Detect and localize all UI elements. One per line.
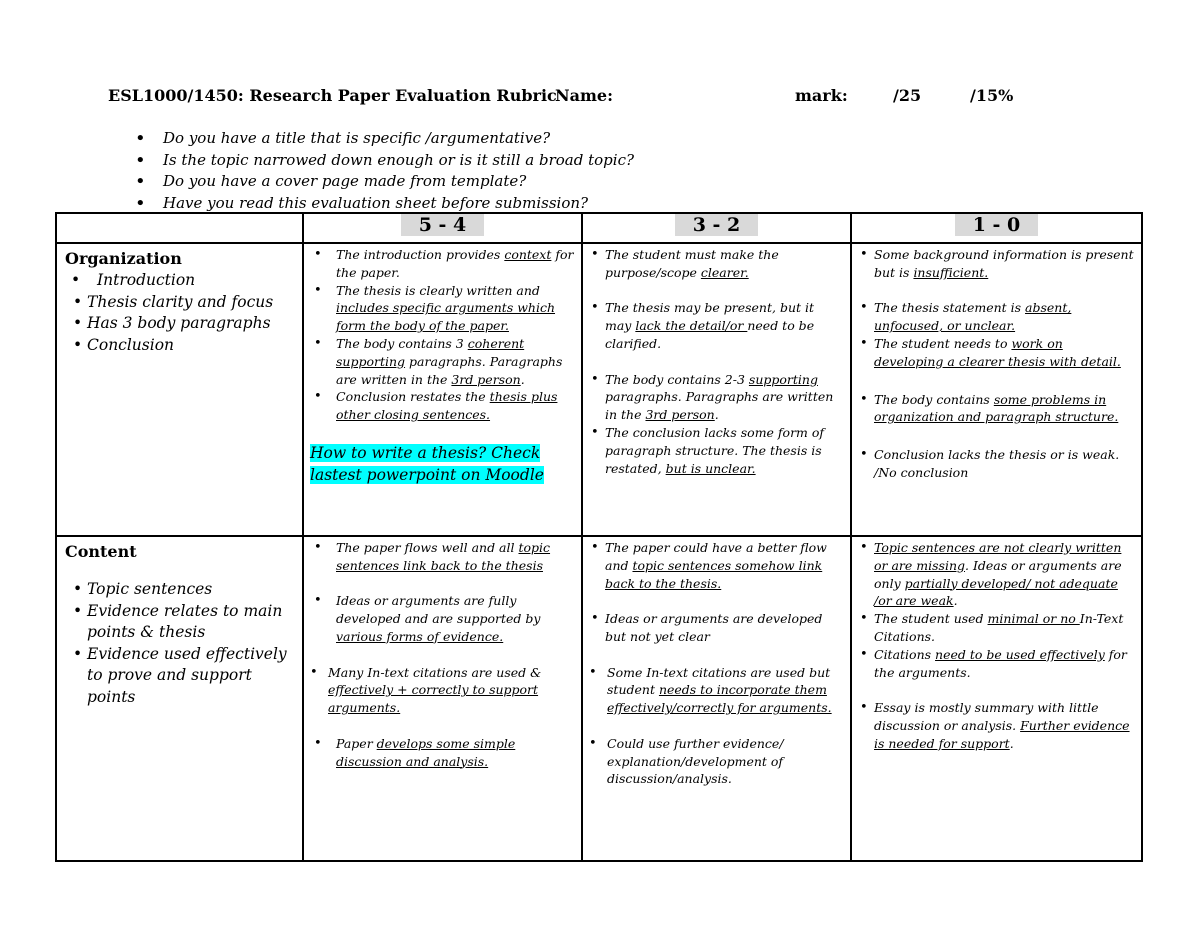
criterion: • Some background information is present but is insufficient.: [858, 246, 1135, 282]
organization-row: [56, 243, 1142, 536]
category-item: • Thesis clarity and focus: [65, 292, 294, 314]
score-label: 3 - 2: [675, 214, 759, 236]
question-item: • Do you have a cover page made from template?: [133, 171, 634, 193]
out-of-15-percent: /15%: [970, 86, 1014, 105]
content-category: [56, 536, 303, 861]
question-item: • Do you have a title that is specific /argumentative?: [133, 128, 634, 150]
category-item: • Introduction: [65, 270, 294, 292]
content-row: [56, 536, 1142, 861]
criterion: • Essay is mostly summary with little discussion or analysis. Further evidence is needed for support.: [858, 699, 1135, 752]
criterion: • Topic sentences are not clearly written or are missing. Ideas or arguments are only partially developed/ not adequate /or are weak.: [858, 539, 1135, 610]
question-item: • Have you read this evaluation sheet before submission?: [133, 193, 634, 215]
score-label: 5 - 4: [401, 214, 485, 236]
criterion: • Could use further evidence/ explanation/development of discussion/analysis.: [589, 735, 844, 788]
score-header-5-4: [303, 213, 582, 243]
checklist-questions: [133, 128, 634, 214]
organization-criteria-5-4: [303, 243, 582, 536]
content-criteria-3-2: [582, 536, 851, 861]
criterion: • The thesis statement is absent, unfocused, or unclear.: [858, 299, 1135, 335]
criterion: • The body contains 3 coherent supporting paragraphs. Paragraphs are written in the 3rd person.: [310, 335, 575, 388]
category-title: Organization: [65, 249, 182, 268]
category-item: • Has 3 body paragraphs: [65, 313, 294, 335]
criterion: • The introduction provides context for the paper.: [310, 246, 575, 282]
criterion: • The thesis is clearly written and includes specific arguments which form the body of the paper.: [310, 282, 575, 335]
thesis-help-note: How to write a thesis? Check lastest powerpoint on Moodle: [310, 443, 544, 484]
criterion: • The student must make the purpose/scope clearer.: [589, 246, 844, 282]
criterion: • Many In-text citations are used & effectively + correctly to support arguments.: [310, 664, 575, 717]
organization-category: [56, 243, 303, 536]
criterion: • The student used minimal or no In-Text Citations.: [858, 610, 1135, 646]
category-header-cell: [56, 213, 303, 243]
criterion: • Ideas or arguments are developed but not yet clear: [589, 610, 844, 646]
content-criteria-1-0: [851, 536, 1142, 861]
rubric-table: [55, 212, 1143, 862]
mark-label: mark:: [795, 86, 848, 105]
content-criteria-5-4: [303, 536, 582, 861]
criterion: • The body contains some problems in organization and paragraph structure.: [858, 391, 1135, 427]
name-label: Name:: [555, 86, 614, 105]
category-title: Content: [65, 542, 137, 561]
criterion: • The thesis may be present, but it may lack the detail/or need to be clarified.: [589, 299, 844, 352]
criterion: • Citations need to be used effectively for the arguments.: [858, 646, 1135, 682]
score-label: 1 - 0: [955, 214, 1039, 236]
criterion: • The conclusion lacks some form of paragraph structure. The thesis is restated, but is unclear.: [589, 424, 844, 477]
score-header-3-2: [582, 213, 851, 243]
criterion: • Conclusion restates the thesis plus other closing sentences.: [310, 388, 575, 424]
rubric-header: [0, 86, 1200, 108]
criterion: • The body contains 2-3 supporting paragraphs. Paragraphs are written in the 3rd person.: [589, 371, 844, 424]
category-item: • Conclusion: [65, 335, 294, 357]
criterion: • The paper flows well and all topic sentences link back to the thesis: [310, 539, 575, 575]
rubric-title: ESL1000/1450: Research Paper Evaluation Rubric: [108, 86, 557, 105]
category-item: • Evidence used effectively to prove and support points: [65, 644, 294, 709]
out-of-25: /25: [893, 86, 922, 105]
criterion: • Some In-text citations are used but student needs to incorporate them effectively/correctly for arguments.: [589, 664, 844, 717]
score-header-1-0: [851, 213, 1142, 243]
organization-criteria-1-0: [851, 243, 1142, 536]
question-item: • Is the topic narrowed down enough or is it still a broad topic?: [133, 150, 634, 172]
criterion: • Conclusion lacks the thesis or is weak. /No conclusion: [858, 446, 1135, 482]
category-item: • Evidence relates to main points & thesis: [65, 601, 294, 644]
criterion: • Paper develops some simple discussion and analysis.: [310, 735, 575, 771]
criterion: • The student needs to work on developing a clearer thesis with detail.: [858, 335, 1135, 371]
organization-criteria-3-2: [582, 243, 851, 536]
criterion: • The paper could have a better flow and topic sentences somehow link back to the thesis.: [589, 539, 844, 592]
category-item: • Topic sentences: [65, 579, 294, 601]
criterion: • Ideas or arguments are fully developed and are supported by various forms of evidence.: [310, 592, 575, 645]
